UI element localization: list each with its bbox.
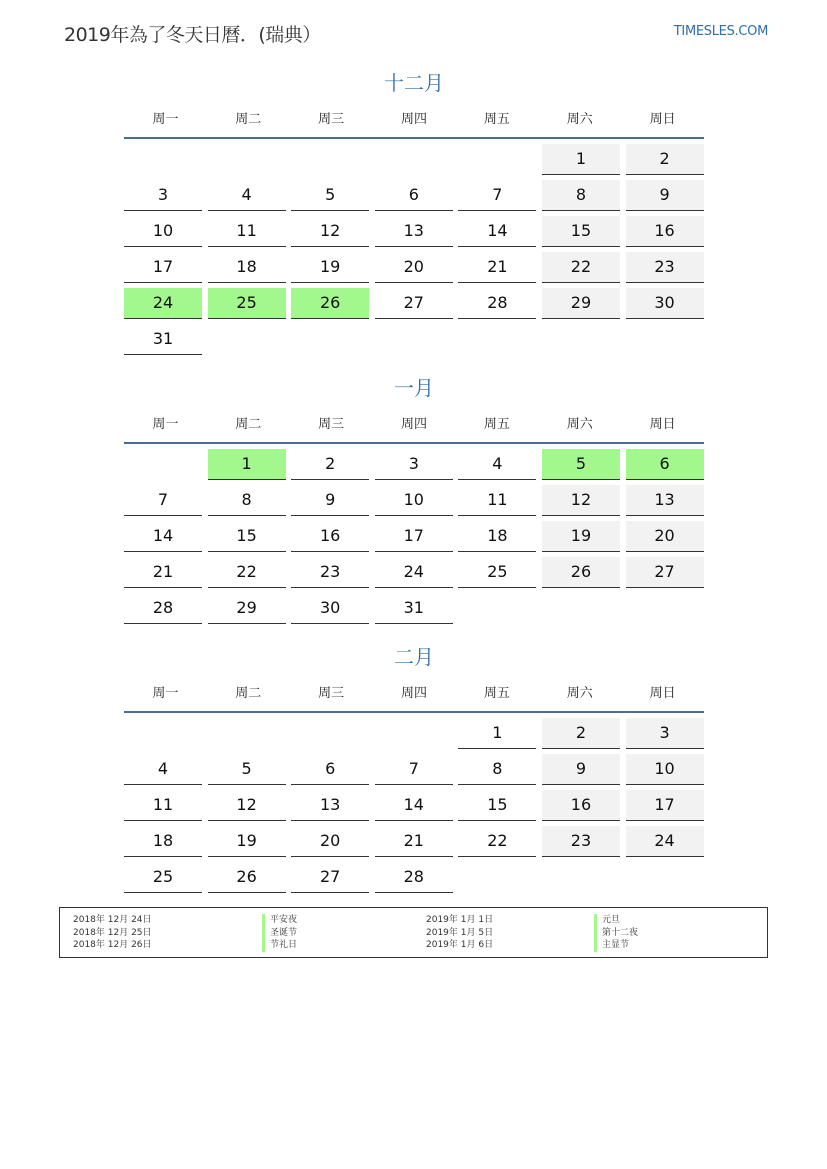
day-cell: 6	[291, 754, 369, 785]
legend-date: 2019年 1月 6日	[426, 940, 494, 950]
weekday-label: 周四	[401, 686, 428, 701]
day-cell: 27	[375, 288, 453, 319]
day-cell: 18	[124, 826, 202, 857]
day-cell: 27	[626, 557, 704, 588]
day-cell: 9	[542, 754, 620, 785]
day-cell: 4	[124, 754, 202, 785]
day-cell: 14	[124, 521, 202, 552]
day-cell: 15	[542, 216, 620, 247]
legend-holiday-name: 节礼日	[262, 939, 297, 952]
weekday-label: 周日	[649, 417, 676, 432]
day-cell: 1	[458, 718, 536, 749]
month-title: 二月	[394, 645, 434, 669]
day-cell: 26	[542, 557, 620, 588]
day-cell: 11	[124, 790, 202, 821]
month-december	[124, 70, 704, 355]
day-grid	[124, 718, 704, 893]
day-cell: 29	[542, 288, 620, 319]
legend-dates-left	[73, 914, 152, 952]
day-cell: 19	[542, 521, 620, 552]
day-cell: 26	[291, 288, 369, 319]
day-cell: 3	[124, 180, 202, 211]
day-cell: 16	[542, 790, 620, 821]
day-cell: 21	[124, 557, 202, 588]
day-cell: 6	[626, 449, 704, 480]
legend-holiday-name: 元旦	[594, 914, 638, 927]
day-cell: 5	[542, 449, 620, 480]
day-cell: 5	[291, 180, 369, 211]
day-cell: 19	[291, 252, 369, 283]
day-cell: 20	[626, 521, 704, 552]
day-cell: 1	[542, 144, 620, 175]
holiday-legend	[59, 907, 768, 958]
month-title: 一月	[394, 376, 434, 400]
day-grid	[124, 449, 704, 624]
weekday-label: 周三	[318, 417, 345, 432]
weekday-label: 周二	[235, 112, 262, 127]
day-cell: 8	[542, 180, 620, 211]
day-cell: 21	[375, 826, 453, 857]
weekday-header	[124, 110, 704, 139]
empty-cell	[291, 144, 369, 174]
day-cell: 31	[124, 324, 202, 355]
day-cell: 10	[124, 216, 202, 247]
day-cell: 22	[458, 826, 536, 857]
weekday-label: 周三	[318, 686, 345, 701]
empty-cell	[458, 144, 536, 174]
day-cell: 30	[626, 288, 704, 319]
weekday-label: 周五	[483, 417, 510, 432]
day-cell: 24	[375, 557, 453, 588]
empty-cell	[375, 144, 453, 174]
day-cell: 13	[626, 485, 704, 516]
empty-cell	[208, 718, 286, 748]
day-cell: 4	[458, 449, 536, 480]
day-cell: 11	[458, 485, 536, 516]
day-cell: 6	[375, 180, 453, 211]
day-cell: 3	[375, 449, 453, 480]
legend-names-right	[594, 914, 638, 952]
legend-date: 2018年 12月 26日	[73, 940, 152, 950]
day-cell: 22	[208, 557, 286, 588]
empty-cell	[124, 144, 202, 174]
day-cell: 9	[291, 485, 369, 516]
day-cell: 18	[458, 521, 536, 552]
legend-names-left	[262, 914, 297, 952]
weekday-header	[124, 415, 704, 444]
day-cell: 25	[124, 862, 202, 893]
day-cell: 7	[458, 180, 536, 211]
day-cell: 14	[375, 790, 453, 821]
day-cell: 26	[208, 862, 286, 893]
day-cell: 2	[291, 449, 369, 480]
legend-holiday-name: 第十二夜	[594, 927, 638, 940]
day-cell: 3	[626, 718, 704, 749]
legend-date: 2018年 12月 25日	[73, 927, 152, 938]
weekday-label: 周一	[152, 417, 179, 432]
weekday-label: 周六	[566, 417, 593, 432]
day-cell: 8	[208, 485, 286, 516]
weekday-label: 周六	[566, 112, 593, 127]
legend-holiday-name: 主显节	[594, 939, 638, 952]
weekday-label: 周四	[401, 112, 428, 127]
day-cell: 7	[124, 485, 202, 516]
day-cell: 30	[291, 593, 369, 624]
day-cell: 17	[626, 790, 704, 821]
weekday-label: 周四	[401, 417, 428, 432]
weekday-label: 周日	[649, 686, 676, 701]
month-february	[124, 644, 704, 893]
day-cell: 27	[291, 862, 369, 893]
day-cell: 13	[291, 790, 369, 821]
page-title: 2019年為了冬天日曆．(瑞典）	[64, 24, 321, 46]
day-cell: 29	[208, 593, 286, 624]
weekday-label: 周日	[649, 112, 676, 127]
day-cell: 28	[375, 862, 453, 893]
day-cell: 1	[208, 449, 286, 480]
day-cell: 15	[208, 521, 286, 552]
legend-date: 2019年 1月 1日	[426, 915, 494, 925]
day-cell: 5	[208, 754, 286, 785]
day-cell: 14	[458, 216, 536, 247]
day-cell: 13	[375, 216, 453, 247]
day-cell: 8	[458, 754, 536, 785]
weekday-label: 周三	[318, 112, 345, 127]
empty-cell	[291, 718, 369, 748]
weekday-label: 周五	[483, 112, 510, 127]
day-cell: 24	[626, 826, 704, 857]
empty-cell	[375, 718, 453, 748]
day-cell: 21	[458, 252, 536, 283]
day-cell: 25	[458, 557, 536, 588]
day-cell: 20	[291, 826, 369, 857]
day-cell: 31	[375, 593, 453, 624]
weekday-label: 周二	[235, 417, 262, 432]
day-cell: 12	[291, 216, 369, 247]
day-cell: 20	[375, 252, 453, 283]
day-cell: 19	[208, 826, 286, 857]
empty-cell	[124, 449, 202, 479]
day-cell: 4	[208, 180, 286, 211]
day-cell: 17	[375, 521, 453, 552]
site-link[interactable]: TIMESLES.COM	[673, 24, 768, 39]
day-cell: 23	[291, 557, 369, 588]
day-cell: 16	[626, 216, 704, 247]
legend-holiday-name: 平安夜	[262, 914, 297, 927]
day-cell: 28	[458, 288, 536, 319]
legend-holiday-name: 圣诞节	[262, 927, 297, 940]
day-cell: 28	[124, 593, 202, 624]
weekday-label: 周二	[235, 686, 262, 701]
day-cell: 12	[542, 485, 620, 516]
day-cell: 2	[626, 144, 704, 175]
day-cell: 12	[208, 790, 286, 821]
day-cell: 9	[626, 180, 704, 211]
empty-cell	[208, 144, 286, 174]
day-cell: 7	[375, 754, 453, 785]
day-cell: 10	[375, 485, 453, 516]
weekday-header	[124, 684, 704, 713]
weekday-label: 周一	[152, 112, 179, 127]
day-cell: 17	[124, 252, 202, 283]
month-title: 十二月	[384, 71, 444, 95]
legend-dates-right	[426, 914, 493, 952]
day-cell: 2	[542, 718, 620, 749]
day-grid	[124, 144, 704, 355]
month-january	[124, 375, 704, 624]
weekday-label: 周六	[566, 686, 593, 701]
day-cell: 10	[626, 754, 704, 785]
day-cell: 18	[208, 252, 286, 283]
day-cell: 15	[458, 790, 536, 821]
empty-cell	[124, 718, 202, 748]
weekday-label: 周五	[483, 686, 510, 701]
weekday-label: 周一	[152, 686, 179, 701]
day-cell: 16	[291, 521, 369, 552]
legend-date: 2019年 1月 5日	[426, 927, 494, 938]
day-cell: 11	[208, 216, 286, 247]
day-cell: 23	[626, 252, 704, 283]
day-cell: 25	[208, 288, 286, 319]
legend-date: 2018年 12月 24日	[73, 915, 152, 925]
day-cell: 23	[542, 826, 620, 857]
day-cell: 24	[124, 288, 202, 319]
day-cell: 22	[542, 252, 620, 283]
